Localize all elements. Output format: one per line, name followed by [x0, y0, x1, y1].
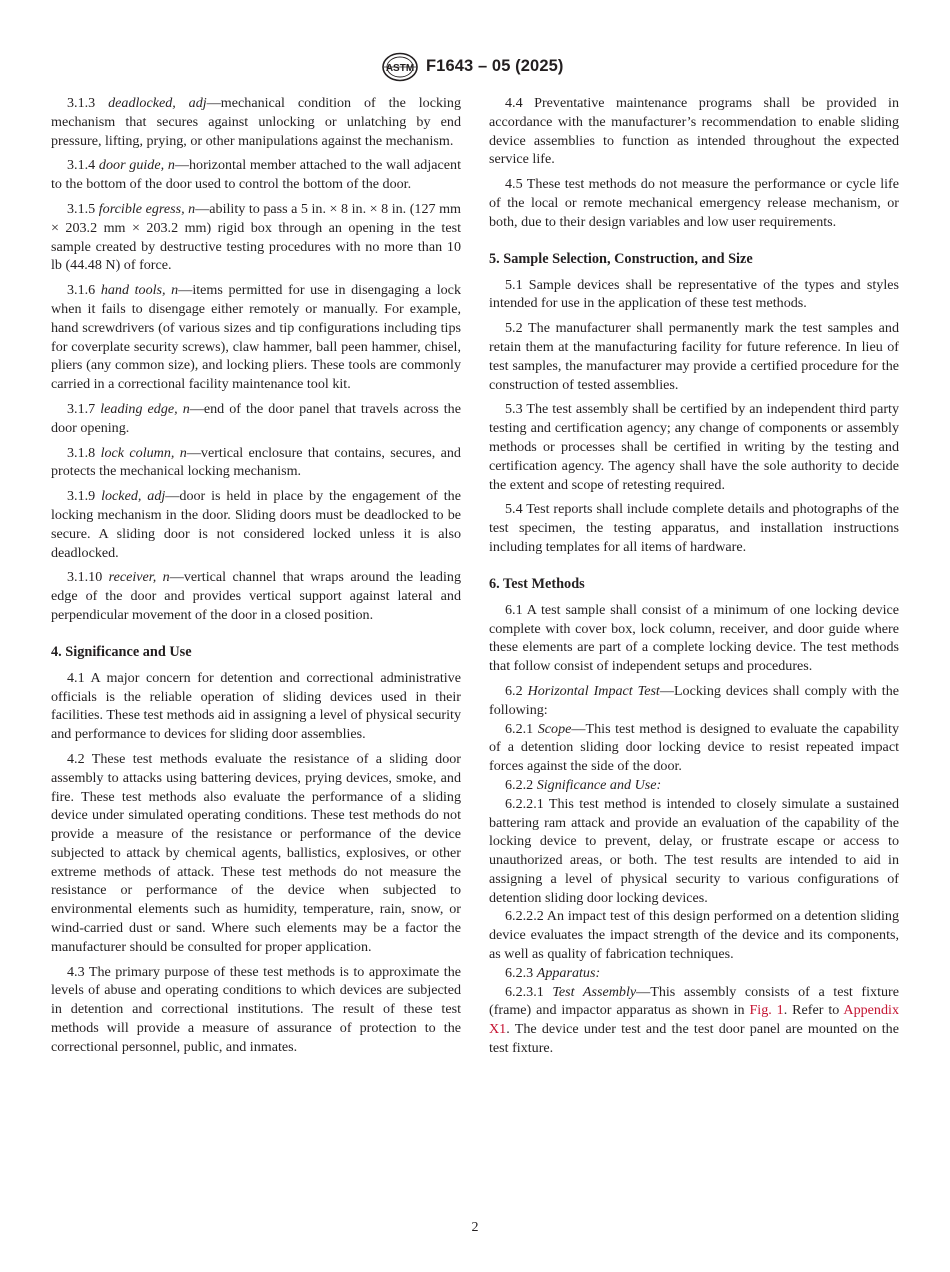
paragraph-4-1: 4.1 A major concern for detention and correctional administrative officials is the reliable operation of sliding devices used in their facilities. These test methods aid in assigning a level of physical security and performance to devices for sliding door assemblies.	[51, 669, 461, 743]
definition-lock-column: 3.1.8 lock column, n—vertical enclosure that contains, secures, and protects the mechanical locking mechanism.	[51, 444, 461, 480]
definition-hand-tools: 3.1.6 hand tools, n—items permitted for use in disengaging a lock when it fails to disengage either remotely or manually. For example, hand screwdrivers (of various sizes and tip configurations including tips for coverplate security screws), claw hammer, ball peen hammer, chisel, pliers (any common size), and locking pliers. These tools are commonly carried in a correctional facility maintenance tool kit.	[51, 282, 461, 393]
logo-text: ASTM	[385, 63, 415, 74]
definition-receiver: 3.1.10 receiver, n—vertical channel that wraps around the leading edge of the door and provides vertical support against lateral and perpendicular movement of the door in a closed position.	[51, 569, 461, 623]
document-designation: F1643 – 05 (2025)	[426, 57, 564, 75]
paragraph-4-3: 4.3 The primary purpose of these test methods is to approximate the levels of abuse and operating conditions to which devices are subjected in detention and correctional institutions. The result of these test methods will provide a measure of assurance of protection to the correctional personnel, public, and inmates.	[51, 963, 461, 1055]
definition-locked: 3.1.9 locked, adj—door is held in place by the engagement of the locking mechanism in the door. Sliding doors must be deadlocked to be secure. A sliding door is not considered locked unless it is also deadlocked.	[51, 488, 461, 561]
term: Significance and Use:	[536, 776, 662, 793]
term: Scope	[537, 720, 572, 737]
definition-leading-edge: 3.1.7 leading edge, n—end of the door panel that travels across the door opening.	[51, 400, 461, 436]
term: Test Assembly	[552, 983, 637, 1000]
right-column	[489, 94, 899, 1058]
term: deadlocked, adj	[108, 95, 207, 111]
term: leading edge, n	[100, 400, 190, 417]
page-header	[0, 52, 950, 86]
astm-logo-icon	[381, 52, 419, 82]
term: door guide, n	[98, 157, 175, 174]
definition-forcible-egress: 3.1.5 forcible egress, n—ability to pass a 5 in. × 8 in. × 8 in. (127 mm × 203.2 mm × 203.2 mm) rigid box through an opening in the test sample created by destructive testing procedures with no more than 10 lb (44.48 N) of force.	[51, 200, 462, 274]
paragraph-4-4: 4.4 Preventative maintenance programs shall be provided in accordance with the manufacturer’s recommendation to enable sliding device assemblies to function as intended throughout the expected service life.	[489, 95, 899, 168]
paragraph-6-1: 6.1 A test sample shall consist of a minimum of one locking device complete with cover box, lock column, receiver, and door guide where these elements are part of a complete locking device. The test methods that follow consist of independent setups and procedures.	[489, 601, 899, 675]
paragraph-5-3: 5.3 The test assembly shall be certified by an independent third party testing and certification agency; any change of components or assembly methods or processes shall be certified in writing by the testing and certification agency. The agency shall have the sole authority to decide the extent and scope of retesting required.	[489, 401, 899, 493]
paragraph-6-2-2-2: 6.2.2.2 An impact test of this design performed on a detention sliding device evaluates the impact strength of the device and its components, as well as quality of fabrication techniques.	[489, 908, 899, 963]
section-heading-test-methods: 6. Test Methods	[489, 575, 585, 592]
term: receiver, n	[108, 569, 170, 586]
definition-deadlocked: 3.1.3 deadlocked, adj—mechanical condition of the locking mechanism that secures against unlocking or unlatching by end pressure, lifting, prying, or other manipulations against the mechanism.	[51, 95, 462, 149]
left-column	[51, 94, 461, 1063]
paragraph-5-4: 5.4 Test reports shall include complete details and photographs of the test specimen, the testing apparatus, and installation instructions including templates for all items of hardware.	[489, 501, 899, 555]
paragraph-4-5: 4.5 These test methods do not measure the performance or cycle life of the local or remote mechanical emergency release mechanism, or both, due to their design variables and low user requirements.	[489, 176, 899, 230]
term: forcible egress, n	[98, 200, 196, 217]
section-heading-significance: 4. Significance and Use	[51, 643, 192, 660]
paragraph-6-2-3: 6.2.3 Apparatus:	[505, 964, 601, 981]
term: locked, adj	[101, 488, 166, 505]
term: lock column, n	[100, 444, 187, 461]
paragraph-5-1: 5.1 Sample devices shall be representative of the types and styles intended for use in the application of these test methods.	[489, 276, 899, 312]
section-heading-sample-selection: 5. Sample Selection, Construction, and Size	[489, 250, 753, 267]
appendix-x1-link[interactable]: Appendix X1	[489, 1002, 899, 1038]
term: Apparatus:	[536, 964, 601, 981]
paragraph-6-2-1: 6.2.1 Scope—This test method is designed to evaluate the capability of a detention sliding door locking device to resist repeated impact forces against the side of the door.	[489, 720, 899, 775]
term: hand tools, n	[100, 282, 179, 299]
paragraph-5-2: 5.2 The manufacturer shall permanently mark the test samples and retain them at the manufacturing facility for future reference. In lieu of test samples, the manufacturer may provide a certified procedure for the construction of tested assemblies.	[489, 320, 899, 393]
paragraph-6-2-3-1: 6.2.3.1 Test Assembly—This assembly consists of a test fixture (frame) and impactor apparatus as shown in Fig. 1. Refer to Appendix X1. The device under test and the test door panel are mounted on the test fixture.	[489, 983, 900, 1057]
paragraph-6-2: 6.2 Horizontal Impact Test—Locking devices shall comply with the following:	[489, 682, 900, 718]
paragraph-6-2-2: 6.2.2 Significance and Use:	[505, 776, 662, 793]
figure-1-link[interactable]: Fig. 1	[749, 1002, 784, 1019]
term: Horizontal Impact Test	[527, 682, 660, 699]
paragraph-6-2-2-1: 6.2.2.1 This test method is intended to closely simulate a sustained battering ram attack and provide an evaluation of the capability of the locking device to prevent, delay, or frustrate escape or access to unauthorized areas, or both. The test results are intended to aid in assigning a level of physical security to various configurations of detention sliding door locking devices.	[489, 795, 899, 906]
paragraph-4-2: 4.2 These test methods evaluate the resistance of a sliding door assembly to attacks using battering devices, prying devices, smoke, and fire. These test methods also evaluate the performance of a sliding device under simulated operating conditions. These test methods do not provide a measure of the resistance or performance of the device subjected to attack by chemical agents, ballistics, explosives, or other extreme methods of attack. These test methods do not measure the resistance or performance of the device when subjected to environmental elements such as humidity, temperature, rain, snow, or wind-carried dust or sand. Where such elements may be a factor the manufacturer should be consulted for proper application.	[51, 750, 461, 955]
definition-door-guide: 3.1.4 door guide, n—horizontal member attached to the wall adjacent to the bottom of the door used to control the bottom of the door.	[51, 157, 461, 193]
page-number: 2	[471, 1220, 479, 1235]
